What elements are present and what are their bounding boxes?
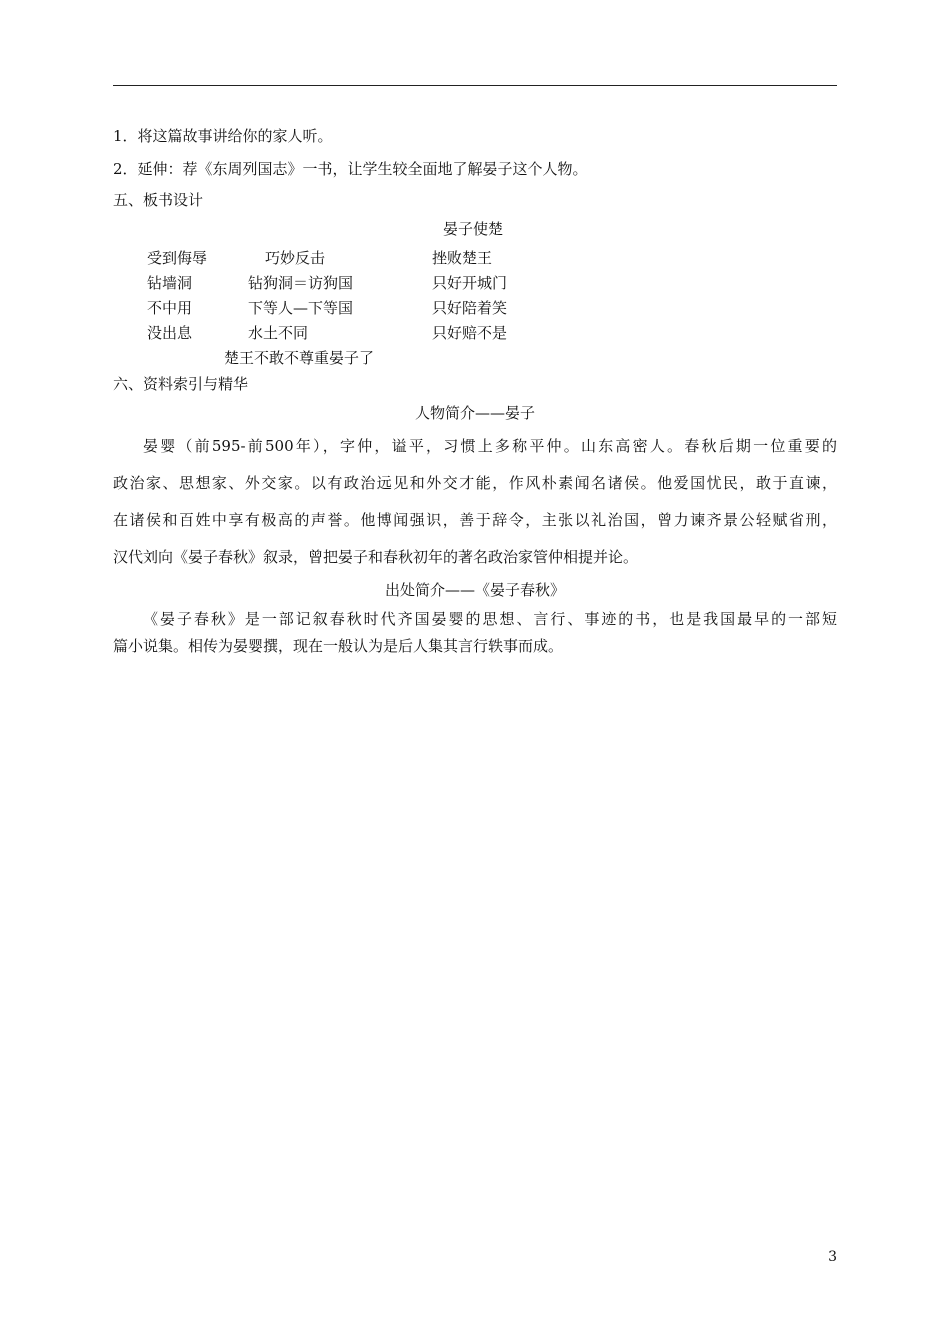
source-paragraph: [113, 609, 837, 656]
board-r2-c2: 钻狗洞＝访狗国: [248, 274, 354, 292]
source-line-2: 篇小说集。相传为晏婴撰，现在一般认为是后人集其言行轶事而成。: [113, 637, 564, 655]
board-r3-c2: 下等人—下等国: [248, 299, 354, 317]
source-title: 出处简介——《晏子春秋》: [384, 581, 565, 599]
header-rule: [113, 85, 837, 86]
blackboard-title: 晏子使楚: [443, 220, 504, 238]
section-6-heading: 六、资料索引与精华: [113, 375, 249, 393]
board-r3-c3: 只好陪着笑: [432, 299, 508, 317]
section-5-heading: 五、板书设计: [113, 191, 204, 209]
board-r4-c1: 没出息: [147, 324, 193, 342]
board-r1-c2: 巧妙反击: [265, 249, 326, 267]
bio-line-3: 在诸侯和百姓中享有极高的声誉。他博闻强识，善于辞令，主张以礼治国，曾力谏齐景公轻赋省刑，: [113, 511, 837, 529]
bio-paragraph: [113, 436, 837, 567]
page-number: 3: [828, 1249, 837, 1265]
board-r4-c3: 只好赔不是: [432, 324, 508, 342]
bio-line-1: 晏婴（前595-前500年），字仲，谥平，习惯上多称平仲。山东高密人。春秋后期一位重要的: [143, 437, 837, 455]
bio-title: 人物简介——晏子: [414, 404, 535, 422]
board-r1-c3: 挫败楚王: [432, 249, 493, 267]
item-2: 2．延伸：荐《东周列国志》一书，让学生较全面地了解晏子这个人物。: [113, 160, 588, 178]
item-1: 1．将这篇故事讲给你的家人听。: [113, 127, 333, 145]
board-r3-c1: 不中用: [147, 299, 193, 317]
board-r1-c1: 受到侮辱: [147, 249, 208, 267]
board-conclusion: 楚王不敢不尊重晏子了: [224, 349, 375, 367]
source-line-1: 《晏子春秋》是一部记叙春秋时代齐国晏婴的思想、言行、事迹的书，也是我国最早的一部短: [143, 610, 837, 628]
board-r2-c1: 钻墙洞: [147, 274, 193, 292]
bio-line-2: 政治家、思想家、外交家。以有政治远见和外交才能，作风朴素闻名诸侯。他爱国忧民，敢于直谏，: [113, 474, 837, 492]
board-r2-c3: 只好开城门: [432, 274, 508, 292]
board-r4-c2: 水土不同: [248, 324, 309, 342]
bio-line-4: 汉代刘向《晏子春秋》叙录，曾把晏子和春秋初年的著名政治家管仲相提并论。: [113, 548, 639, 566]
